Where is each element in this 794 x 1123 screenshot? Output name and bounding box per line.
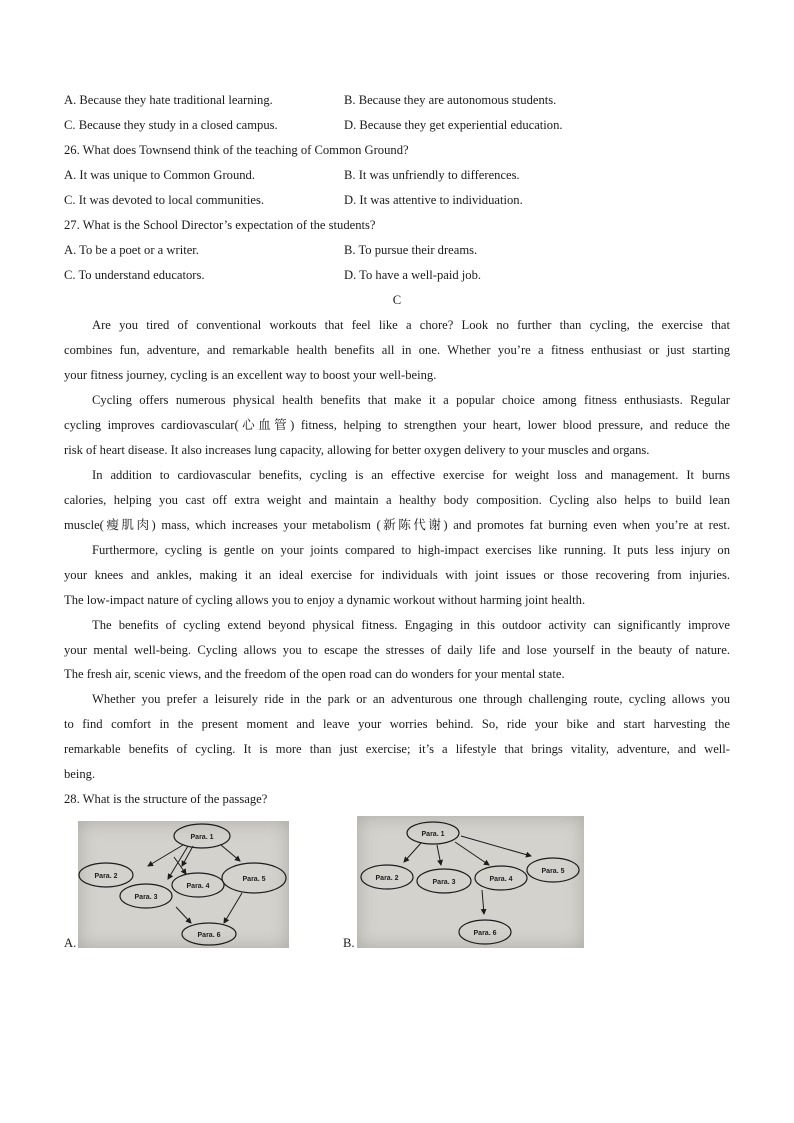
passage-line: combines fun, adventure, and remarkable health benefits all in one. Whether you’re a fitness enthusiast or just starting [64, 343, 730, 357]
q25-option-c[interactable]: C. Because they study in a closed campus. [64, 118, 278, 132]
passage-line: The benefits of cycling extend beyond physical fitness. Engaging in this outdoor activity can significantly improve [92, 618, 730, 632]
structure-diagram-b [357, 816, 584, 948]
node-label: Para. 5 [541, 868, 565, 875]
arrow-3-6 [176, 907, 191, 923]
passage-line: your fitness journey, cycling is an excellent way to boost your well-being. [64, 368, 437, 382]
structure-diagram-a [78, 821, 289, 948]
q28-diagram-b[interactable] [357, 816, 584, 948]
q26-stem: 26. What does Townsend think of the teaching of Common Ground? [64, 143, 409, 157]
q25-option-d[interactable]: D. Because they get experiential education. [344, 118, 563, 132]
arrow-1-3 [437, 845, 441, 865]
passage-line: In addition to cardiovascular benefits, cycling is an effective exercise for weight loss and management. It burns [92, 468, 730, 482]
arrow-1-4 [182, 846, 193, 866]
q28-diagram-a[interactable] [78, 821, 289, 948]
q27-option-b[interactable]: B. To pursue their dreams. [344, 243, 478, 257]
q28-option-a-label[interactable]: A. [64, 936, 77, 950]
q25-row-2 [64, 117, 730, 133]
node-label: Para. 4 [489, 876, 513, 883]
q27-row-1 [64, 242, 730, 258]
node-label: Para. 3 [432, 879, 456, 886]
node-label: Para. 6 [473, 930, 497, 937]
q27-option-a[interactable]: A. To be a poet or a writer. [64, 243, 199, 257]
node-label: Para. 1 [190, 834, 214, 841]
node-label: Para. 2 [375, 875, 399, 882]
passage-line: Whether you prefer a leisurely ride in the park or an adventurous one through challenging route, cycling allows you [92, 692, 730, 706]
passage-line: calories, helping you cast off extra weight and maintain a healthy body composition. Cycling also helps to build lean [64, 493, 730, 507]
passage-line: Furthermore, cycling is gentle on your joints compared to high-impact exercises like running. It puts less injury on [92, 543, 730, 557]
q26-option-b[interactable]: B. It was unfriendly to differences. [344, 168, 520, 182]
q26-option-a[interactable]: A. It was unique to Common Ground. [64, 168, 255, 182]
arrow-1-5 [221, 845, 240, 861]
passage-line: to find comfort in the present moment and leave your worries behind. So, ride your bike and start harvesting the [64, 717, 730, 731]
passage-line: cycling improves cardiovascular(心血管) fitness, helping to strengthen your heart, lower blood pressure, and reduce the [64, 418, 730, 432]
passage-line: The low-impact nature of cycling allows you to enjoy a dynamic workout without harming joint health. [64, 593, 586, 607]
q25-option-b[interactable]: B. Because they are autonomous students. [344, 93, 557, 107]
passage-line: Cycling offers numerous physical health benefits that make it a popular choice among fitness enthusiasts. Regular [92, 393, 730, 407]
passage-line: Are you tired of conventional workouts that feel like a chore? Look no further than cycling, the exercise that [92, 318, 730, 332]
section-label: C [392, 293, 402, 307]
arrow-5-6 [224, 893, 242, 923]
passage-line: muscle(瘦肌肉) mass, which increases your metabolism (新陈代谢) and promotes fat burning even when you’re at rest. [64, 518, 730, 532]
q27-option-d[interactable]: D. To have a well-paid job. [344, 268, 482, 282]
q27-row-2 [64, 267, 730, 283]
q28-option-b-label[interactable]: B. [343, 936, 355, 950]
q27-stem: 27. What is the School Director’s expectation of the students? [64, 218, 376, 232]
q26-row-2 [64, 192, 730, 208]
q27-option-c[interactable]: C. To understand educators. [64, 268, 205, 282]
node-label: Para. 1 [421, 831, 445, 838]
passage-line: The fresh air, scenic views, and the freedom of the open road can do wonders for your mental state. [64, 667, 565, 681]
q26-row-1 [64, 167, 730, 183]
q26-option-c[interactable]: C. It was devoted to local communities. [64, 193, 265, 207]
passage-line: being. [64, 767, 96, 781]
q25-option-a[interactable]: A. Because they hate traditional learning. [64, 93, 273, 107]
arrow-1-2 [404, 843, 421, 862]
passage-line: risk of heart disease. It also increases lung capacity, allowing for better oxygen delivery to your muscles and organs. [64, 443, 650, 457]
passage-line: your knees and ankles, making it an ideal exercise for individuals with joint issues or those recovering from injuries. [64, 568, 730, 582]
q28-stem: 28. What is the structure of the passage? [64, 792, 268, 806]
node-label: Para. 3 [134, 894, 158, 901]
q26-option-d[interactable]: D. It was attentive to individuation. [344, 193, 523, 207]
node-label: Para. 6 [197, 932, 221, 939]
node-label: Para. 2 [94, 873, 118, 880]
node-label: Para. 5 [242, 876, 266, 883]
arrow-1-4 [455, 842, 489, 865]
q25-row-1 [64, 92, 730, 108]
passage-line: your mental well-being. Cycling allows you to escape the stresses of daily life and lose yourself in the beauty of nature. [64, 643, 730, 657]
node-label: Para. 4 [186, 883, 210, 890]
arrow-4-6 [482, 890, 484, 914]
passage-line: remarkable benefits of cycling. It is more than just exercise; it’s a lifestyle that brings vitality, adventure, and well- [64, 742, 730, 756]
